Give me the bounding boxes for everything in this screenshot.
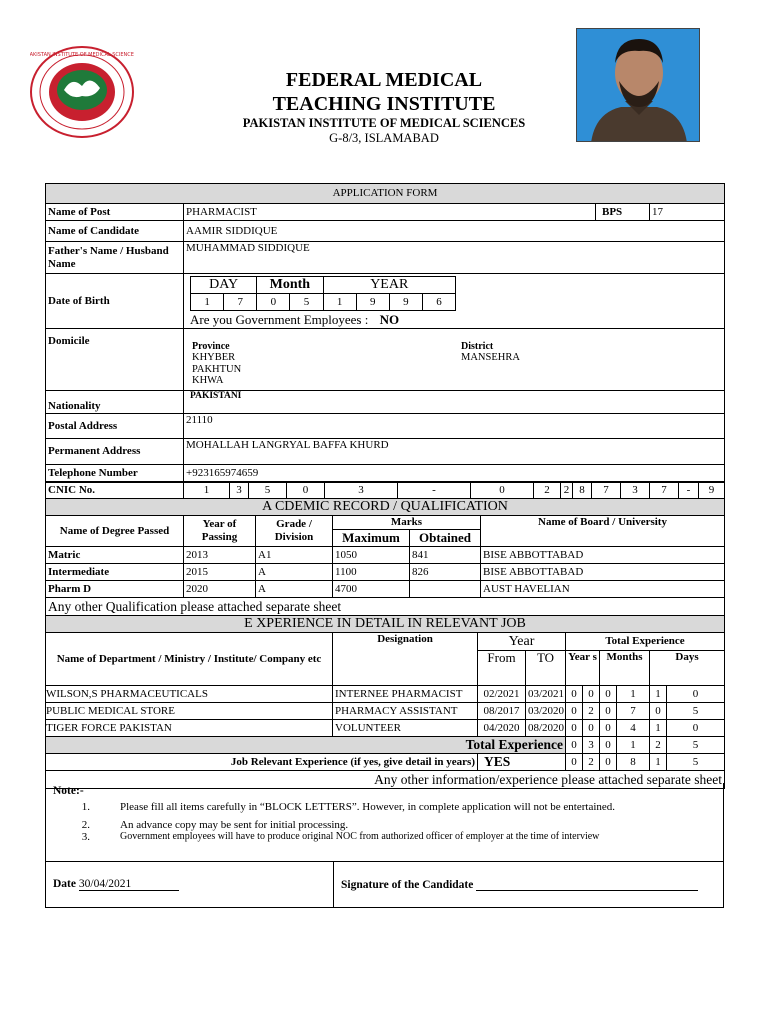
total-digit[interactable]: 0 xyxy=(600,737,617,754)
year-passing-header: Year of Passing xyxy=(184,516,256,547)
exp-digit[interactable]: 7 xyxy=(617,703,650,720)
max-marks-cell[interactable]: 1100 xyxy=(333,564,410,581)
cnic-digit[interactable]: 2 xyxy=(534,482,561,499)
relevant-digit[interactable]: 0 xyxy=(566,754,583,771)
total-experience-header: Total Experience xyxy=(566,633,725,651)
exp-digit[interactable]: 0 xyxy=(667,720,725,737)
maximum-header: Maximum xyxy=(333,530,410,547)
company-cell[interactable]: PUBLIC MEDICAL STORE xyxy=(46,703,333,720)
exp-digit[interactable]: 0 xyxy=(583,720,600,737)
company-cell[interactable]: WILSON,S PHARMACEUTICALS xyxy=(46,686,333,703)
cnic-digit[interactable]: 3 xyxy=(325,482,398,499)
designation-cell[interactable]: PHARMACY ASSISTANT xyxy=(333,703,478,720)
total-digit[interactable]: 3 xyxy=(583,737,600,754)
exp-digit[interactable]: 0 xyxy=(583,686,600,703)
application-form-title: APPLICATION FORM xyxy=(46,184,725,204)
designation-cell[interactable]: INTERNEE PHARMACIST xyxy=(333,686,478,703)
experience-table xyxy=(45,615,725,789)
district-label: District xyxy=(461,341,494,353)
total-digit[interactable]: 2 xyxy=(650,737,667,754)
cnic-digit[interactable]: 3 xyxy=(621,482,650,499)
designation-header: Designation xyxy=(333,633,478,686)
father-name-field[interactable]: MUHAMMAD SIDDIQUE xyxy=(184,242,725,274)
cnic-digit[interactable]: 0 xyxy=(287,482,325,499)
grade-cell[interactable]: A xyxy=(256,581,333,598)
notes-heading: Note:- xyxy=(53,785,84,797)
note-number: 3. xyxy=(81,831,90,843)
cnic-digit[interactable]: 7 xyxy=(592,482,621,499)
days-header: Days xyxy=(650,651,725,686)
table-row xyxy=(46,720,725,737)
date-label: Date xyxy=(53,878,76,890)
candidate-name-field[interactable]: AAMIR SIDDIQUE xyxy=(184,221,725,242)
cnic-digit[interactable]: 2 xyxy=(561,482,573,499)
dob-digit[interactable]: 1 xyxy=(191,294,224,311)
candidate-name-label: Name of Candidate xyxy=(46,221,184,242)
degree-cell: Intermediate xyxy=(46,564,184,581)
notes-block xyxy=(45,783,724,862)
bps-label: BPS xyxy=(596,204,650,221)
obtained-marks-cell[interactable]: 841 xyxy=(410,547,481,564)
relevant-experience-answer[interactable]: YES xyxy=(478,754,566,771)
signature-block xyxy=(45,861,724,908)
degree-header: Name of Degree Passed xyxy=(46,516,184,547)
board-cell[interactable]: BISE ABBOTTABAD xyxy=(481,547,725,564)
cnic-digit[interactable]: 8 xyxy=(573,482,592,499)
exp-digit[interactable]: 0 xyxy=(566,686,583,703)
cnic-digit[interactable]: 9 xyxy=(699,482,725,499)
table-row xyxy=(46,581,725,598)
nationality-label: Nationality xyxy=(46,391,184,414)
exp-digit[interactable]: 4 xyxy=(617,720,650,737)
to-cell[interactable]: 08/2020 xyxy=(526,720,566,737)
telephone-field[interactable]: +923165974659 xyxy=(184,465,725,483)
province-label: Province xyxy=(192,341,230,353)
table-row xyxy=(46,547,725,564)
from-header: From xyxy=(478,651,526,686)
personal-info-table xyxy=(45,183,725,483)
board-cell[interactable]: BISE ABBOTTABAD xyxy=(481,564,725,581)
exp-digit[interactable]: 0 xyxy=(566,703,583,720)
max-marks-cell[interactable]: 1050 xyxy=(333,547,410,564)
grade-header: Grade / Division xyxy=(256,516,333,547)
to-cell[interactable]: 03/2021 xyxy=(526,686,566,703)
years-header: Year s xyxy=(566,651,600,686)
cnic-digit[interactable]: 0 xyxy=(471,482,534,499)
dob-digit[interactable]: 9 xyxy=(389,294,422,311)
total-digit[interactable]: 0 xyxy=(566,737,583,754)
note-number: 2. xyxy=(81,819,90,831)
cnic-dash: - xyxy=(398,482,471,499)
board-cell[interactable]: AUST HAVELIAN xyxy=(481,581,725,598)
max-marks-cell[interactable]: 4700 xyxy=(333,581,410,598)
exp-digit[interactable]: 0 xyxy=(600,703,617,720)
year-cell[interactable]: 2015 xyxy=(184,564,256,581)
total-experience-label: Total Experience xyxy=(46,737,566,754)
dob-digit[interactable]: 6 xyxy=(422,294,455,311)
relevant-digit[interactable]: 5 xyxy=(667,754,725,771)
grade-cell[interactable]: A1 xyxy=(256,547,333,564)
postal-address-label: Postal Address xyxy=(46,414,184,439)
relevant-digit[interactable]: 8 xyxy=(617,754,650,771)
academic-section-title: A CDEMIC RECORD / QUALIFICATION xyxy=(46,499,725,516)
exp-digit[interactable]: 0 xyxy=(566,720,583,737)
note-text: Please fill all items carefully in “BLOCK LETTERS”. However, in complete application will not be entertained. xyxy=(120,801,616,813)
candidate-photo xyxy=(576,28,700,142)
table-row xyxy=(46,564,725,581)
dob-digit[interactable]: 5 xyxy=(290,294,323,311)
signature-label: Signature of the Candidate xyxy=(341,879,474,891)
year-cell[interactable]: 2020 xyxy=(184,581,256,598)
table-row xyxy=(46,703,725,720)
dob-month-header: Month xyxy=(257,277,323,294)
district-field[interactable]: MANSEHRA xyxy=(461,352,520,364)
domicile-label: Domicile xyxy=(46,329,184,391)
total-digit[interactable]: 5 xyxy=(667,737,725,754)
nationality-field[interactable]: PAKISTANI xyxy=(184,391,725,414)
marks-header: Marks xyxy=(333,516,481,530)
exp-digit[interactable]: 1 xyxy=(617,686,650,703)
domicile-block xyxy=(184,329,725,391)
dob-label: Date of Birth xyxy=(46,274,184,329)
to-cell[interactable]: 03/2020 xyxy=(526,703,566,720)
govt-employee-answer[interactable]: NO xyxy=(379,312,400,328)
dob-block xyxy=(184,274,725,329)
govt-employee-question: Are you Government Employees : xyxy=(190,312,369,328)
name-of-post-label: Name of Post xyxy=(46,204,184,221)
note-text: Government employees will have to produce original NOC from authorized officer of employer at the time of interview xyxy=(120,831,600,842)
dob-digit[interactable]: 1 xyxy=(323,294,356,311)
relevant-digit[interactable]: 1 xyxy=(650,754,667,771)
year-cell[interactable]: 2013 xyxy=(184,547,256,564)
exp-digit[interactable]: 0 xyxy=(667,686,725,703)
cnic-dash: - xyxy=(679,482,699,499)
institute-subtitle: PAKISTAN INSTITUTE OF MEDICAL SCIENCES xyxy=(242,116,526,130)
obtained-marks-cell[interactable] xyxy=(410,581,481,598)
cnic-digit[interactable]: 7 xyxy=(650,482,679,499)
telephone-label: Telephone Number xyxy=(46,465,184,483)
experience-section-title: E XPERIENCE IN DETAIL IN RELEVANT JOB xyxy=(46,616,725,633)
exp-digit[interactable]: 1 xyxy=(650,686,667,703)
company-cell[interactable]: TIGER FORCE PAKISTAN xyxy=(46,720,333,737)
dob-digit[interactable]: 9 xyxy=(356,294,389,311)
table-row xyxy=(46,686,725,703)
designation-cell[interactable]: VOLUNTEER xyxy=(333,720,478,737)
degree-cell: Matric xyxy=(46,547,184,564)
grade-cell[interactable]: A xyxy=(256,564,333,581)
to-header: TO xyxy=(526,651,566,686)
institute-name-line2: TEACHING INSTITUTE xyxy=(272,93,496,115)
board-header: Name of Board / University xyxy=(481,516,725,547)
other-info-note: Any other information/experience please attached separate sheet xyxy=(46,771,725,789)
from-cell[interactable]: 08/2017 xyxy=(478,703,526,720)
svg-text:PAKISTAN INSTITUTE OF MEDICAL: PAKISTAN INSTITUTE OF MEDICAL SCIENCES xyxy=(30,52,134,58)
academic-note: Any other Qualification please attached separate sheet xyxy=(46,598,725,616)
months-header: Months xyxy=(600,651,650,686)
cnic-digit[interactable]: 3 xyxy=(230,482,249,499)
postal-address-field[interactable]: 21110 xyxy=(184,414,725,439)
dob-digit[interactable]: 0 xyxy=(257,294,290,311)
from-cell[interactable]: 02/2021 xyxy=(478,686,526,703)
institute-address: G-8/3, ISLAMABAD xyxy=(329,131,439,145)
dob-digit[interactable]: 7 xyxy=(224,294,257,311)
total-digit[interactable]: 1 xyxy=(617,737,650,754)
relevant-digit[interactable]: 2 xyxy=(583,754,600,771)
exp-digit[interactable]: 1 xyxy=(650,720,667,737)
cnic-digit[interactable]: 1 xyxy=(184,482,230,499)
department-header: Name of Department / Ministry / Institute/ Company etc xyxy=(46,633,333,686)
bps-field[interactable]: 17 xyxy=(650,204,725,221)
father-name-label: Father's Name / Husband Name xyxy=(46,242,184,274)
relevant-experience-label: Job Relevant Experience (if yes, give detail in years) xyxy=(46,754,478,771)
dob-day-header: DAY xyxy=(191,277,257,294)
exp-digit[interactable]: 0 xyxy=(650,703,667,720)
note-number: 1. xyxy=(81,801,90,813)
note-text: An advance copy may be sent for initial processing. xyxy=(120,819,349,831)
dob-year-header: YEAR xyxy=(323,277,456,294)
degree-cell: Pharm D xyxy=(46,581,184,598)
signature-divider xyxy=(333,862,334,907)
obtained-marks-cell[interactable]: 826 xyxy=(410,564,481,581)
cnic-digit[interactable]: 5 xyxy=(249,482,287,499)
govt-employee-row xyxy=(190,313,724,328)
permanent-address-label: Permanent Address xyxy=(46,439,184,465)
academic-table xyxy=(45,498,725,616)
exp-digit[interactable]: 0 xyxy=(600,720,617,737)
date-field[interactable]: 30/04/2021 xyxy=(79,878,179,891)
year-header: Year xyxy=(478,633,566,651)
name-of-post-field[interactable]: PHARMACIST xyxy=(184,204,596,221)
signature-field[interactable] xyxy=(476,878,698,891)
exp-digit[interactable]: 2 xyxy=(583,703,600,720)
province-field[interactable]: KHYBER PAKHTUN KHWA xyxy=(192,352,242,387)
permanent-address-field[interactable]: MOHALLAH LANGRYAL BAFFA KHURD xyxy=(184,439,725,465)
institute-name-line1: FEDERAL MEDICAL xyxy=(285,69,483,91)
institute-logo xyxy=(30,46,134,138)
cnic-label: CNIC No. xyxy=(46,482,184,499)
dob-grid xyxy=(190,276,456,311)
from-cell[interactable]: 04/2020 xyxy=(478,720,526,737)
relevant-digit[interactable]: 0 xyxy=(600,754,617,771)
exp-digit[interactable]: 5 xyxy=(667,703,725,720)
cnic-table xyxy=(45,481,725,499)
exp-digit[interactable]: 0 xyxy=(600,686,617,703)
obtained-header: Obtained xyxy=(410,530,481,547)
